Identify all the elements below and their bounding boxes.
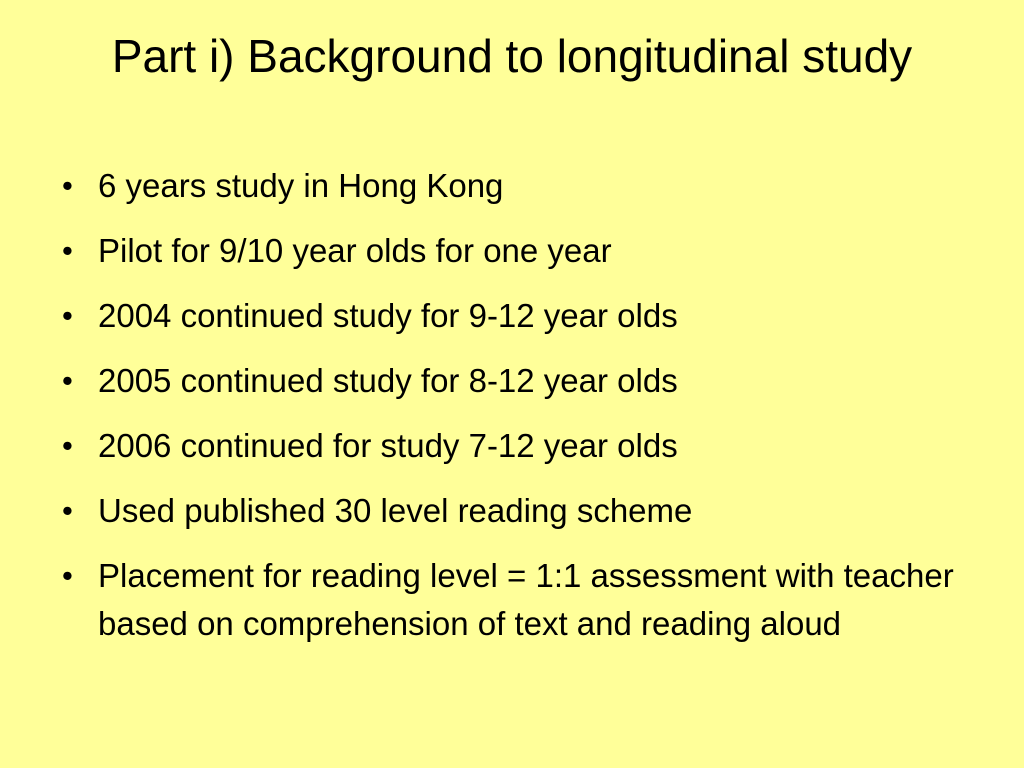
bullet-text: 2004 continued study for 9-12 year olds (98, 297, 678, 334)
bullet-text: Pilot for 9/10 year olds for one year (98, 232, 612, 269)
bullet-list (56, 162, 976, 665)
bullet-text: Used published 30 level reading scheme (98, 492, 693, 529)
bullet-dot-icon: • (62, 298, 73, 333)
bullet-item-3 (56, 292, 976, 340)
bullet-dot-icon: • (62, 363, 73, 398)
slide-title: Part i) Background to longitudinal study (111, 30, 913, 82)
bullet-text: Placement for reading level = 1:1 assessment with teacher based on comprehension of text and reading aloud (98, 557, 954, 642)
bullet-item-4 (56, 357, 976, 405)
bullet-text: 6 years study in Hong Kong (98, 167, 504, 204)
bullet-item-7 (56, 552, 976, 648)
bullet-item-6 (56, 487, 976, 535)
bullet-item-5 (56, 422, 976, 470)
bullet-text: 2006 continued for study 7-12 year olds (98, 427, 678, 464)
bullet-dot-icon: • (62, 428, 73, 463)
bullet-dot-icon: • (62, 558, 73, 593)
bullet-dot-icon: • (62, 168, 73, 203)
bullet-dot-icon: • (62, 493, 73, 528)
bullet-text: 2005 continued study for 8-12 year olds (98, 362, 678, 399)
bullet-item-1 (56, 162, 976, 210)
bullet-dot-icon: • (62, 233, 73, 268)
bullet-item-2 (56, 227, 976, 275)
